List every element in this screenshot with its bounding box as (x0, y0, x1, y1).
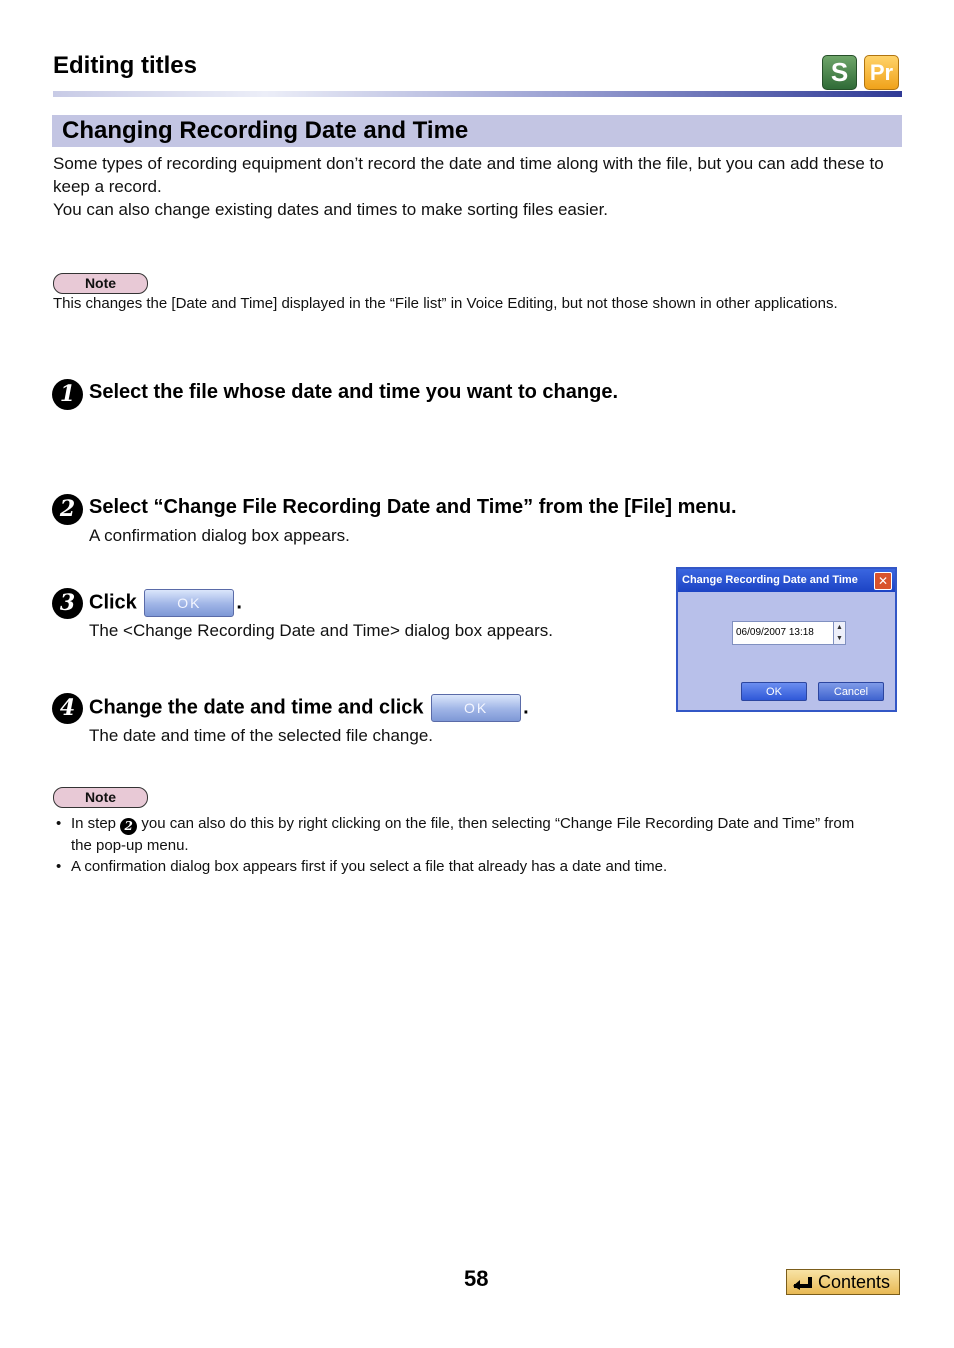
step-4-title (89, 694, 529, 722)
step-4-period: . (523, 696, 529, 719)
step-2-title: Select “Change File Recording Date and Time” from the [File] menu. (89, 496, 737, 518)
ok-button-illustration: OK (144, 589, 234, 617)
datetime-input[interactable]: 06/09/2007 13:18 (732, 621, 835, 645)
return-arrow-icon (792, 1274, 814, 1290)
contents-button[interactable] (786, 1269, 900, 1295)
change-date-dialog (676, 567, 897, 712)
contents-label: Contents (818, 1272, 891, 1292)
step-4-label: Change the date and time and click (89, 696, 424, 719)
note-text: This changes the [Date and Time] displayed in the “File list” in Voice Editing, but not those shown in other applications. (53, 295, 838, 312)
s-app-icon: S (822, 55, 857, 90)
step-number-3: 3 (52, 588, 83, 619)
spinner-arrows-icon[interactable]: ▲ ▼ (833, 621, 846, 645)
close-icon[interactable]: ✕ (874, 572, 892, 590)
step-3-period: . (236, 591, 242, 614)
note-badge: Note (53, 787, 148, 808)
step-3-description: The <Change Recording Date and Time> dialog box appears. (89, 621, 554, 640)
ok-button-illustration: OK (431, 694, 521, 722)
intro-paragraph-1: Some types of recording equipment don’t record the date and time along with the file, but you can add these to keep a record. (53, 154, 884, 196)
dialog-cancel-button[interactable]: Cancel (818, 682, 884, 701)
bullet-1-prefix: In step (71, 815, 117, 832)
step-number-4: 4 (52, 693, 83, 724)
step-4-description: The date and time of the selected file change. (89, 726, 434, 745)
title-divider (53, 91, 902, 97)
step-2-description: A confirmation dialog box appears. (89, 526, 350, 545)
note-bullet-list (56, 813, 876, 877)
step-number-2: 2 (52, 494, 83, 525)
bullet-1-text: you can also do this by right clicking on the file, then selecting “Change File Recording Date and Time” from the pop-up menu. (71, 815, 855, 854)
step-1-title: Select the file whose date and time you want to change. (89, 381, 618, 403)
step-3-title (89, 589, 242, 617)
step-3-label: Click (89, 591, 137, 614)
step-number-1: 1 (52, 379, 83, 410)
note-bullet-1 (56, 813, 876, 856)
pr-app-icon: Pr (864, 55, 899, 90)
note-badge: Note (53, 273, 148, 294)
step-ref-icon: 2 (120, 818, 137, 835)
intro-paragraph-2: You can also change existing dates and times to make sorting files easier. (53, 200, 609, 219)
page-number: 58 (464, 1266, 489, 1291)
page-title: Editing titles (53, 52, 197, 79)
note-bullet-2: • A confirmation dialog box appears first if you select a file that already has a date and time. (56, 856, 876, 877)
dialog-ok-button[interactable]: OK (741, 682, 807, 701)
section-title: Changing Recording Date and Time (62, 117, 469, 144)
dialog-title: Change Recording Date and Time (678, 569, 895, 592)
